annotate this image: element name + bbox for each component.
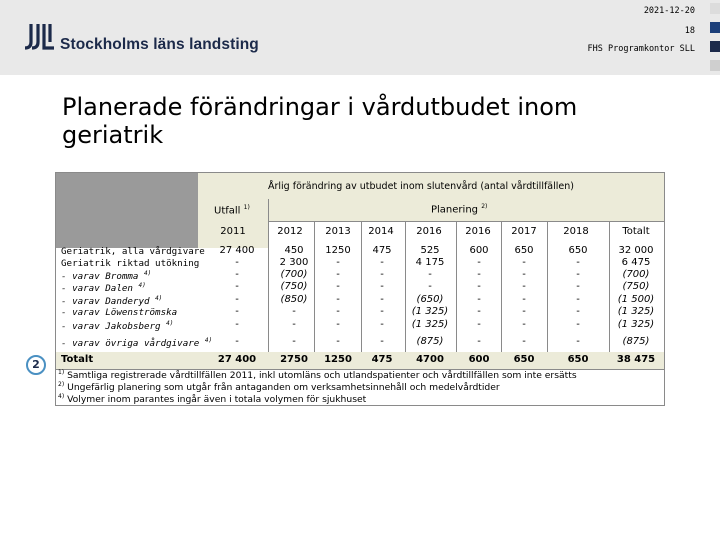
table-cell: -: [477, 294, 481, 305]
table-cell: -: [380, 269, 384, 280]
table-cell: -: [380, 336, 384, 347]
table-cell: -: [522, 306, 526, 317]
planering-label: Planering $^{2)}$: [431, 203, 488, 216]
year-2013: 2013: [325, 226, 351, 237]
year-2018: 2018: [563, 226, 589, 237]
table-cell: (750): [622, 281, 650, 292]
year-2017: 2017: [511, 226, 537, 237]
table-cell: -: [235, 306, 239, 317]
table-cell: (750): [280, 281, 308, 292]
table-cell: -: [576, 281, 580, 292]
table-cell: -: [522, 281, 526, 292]
col-divider: [609, 222, 610, 369]
table-cell: 1250: [325, 245, 351, 256]
table-cell: 600: [469, 245, 489, 256]
table-cell: -: [522, 269, 526, 280]
year-2014: 2014: [368, 226, 394, 237]
table-cell: -: [235, 336, 239, 347]
total-cell: 650: [567, 354, 589, 365]
table-cell: -: [380, 281, 384, 292]
table-cell: 27 400: [219, 245, 255, 256]
table-cell: -: [336, 257, 340, 268]
year-2016a: 2016: [416, 226, 442, 237]
table-cell: -: [522, 257, 526, 268]
row-label: Geriatrik riktad utökning: [61, 258, 200, 269]
table-cell: -: [235, 269, 239, 280]
total-label: Totalt: [61, 354, 94, 365]
table-cell: -: [576, 319, 580, 330]
table-cell: -: [576, 257, 580, 268]
table-caption: Årlig förändring av utbudet inom slutenvård (antal vårdtillfällen): [268, 181, 574, 192]
table-cell: -: [380, 294, 384, 305]
table-cell: -: [235, 294, 239, 305]
table-cell: -: [336, 336, 340, 347]
table-cell: -: [235, 281, 239, 292]
table-cell: -: [522, 336, 526, 347]
table-cell: -: [292, 336, 296, 347]
table-cell: -: [235, 319, 239, 330]
table-cell: -: [428, 269, 432, 280]
table-cell: 475: [372, 245, 392, 256]
row-label: - varav Löwenströmska: [61, 307, 178, 318]
row-label: - varav övriga vårdgivare $^{4)}$: [61, 337, 213, 350]
table-cell: (875): [622, 336, 650, 347]
table-cell: -: [380, 257, 384, 268]
table-cell: (700): [280, 269, 308, 280]
table-cell: -: [477, 319, 481, 330]
header-corner: [56, 173, 198, 248]
table-cell: -: [292, 319, 296, 330]
year-total: Totalt: [622, 226, 650, 237]
row-label: Geriatrik, alla vårdgivare: [61, 246, 205, 257]
table-cell: -: [576, 336, 580, 347]
total-cell: 27 400: [217, 354, 257, 365]
row-label: - varav Bromma $^{4)}$: [61, 270, 152, 283]
table-cell: -: [292, 306, 296, 317]
section-badge: 2: [26, 355, 46, 375]
table-cell: (650): [416, 294, 444, 305]
utfall-label: Utfall $^{1)}$: [214, 204, 250, 217]
total-cell: 1250: [324, 354, 352, 365]
year-2016b: 2016: [465, 226, 491, 237]
footnote-4: $^{4)}$ Volymer inom parantes ingår även i totala volymen för sjukhuset: [58, 393, 367, 406]
footnote-1: $^{1)}$ Samtliga registrerade vårdtillfällen 2011, inkl utomläns och utlandspatienter och vårdtillfällen som inte ersätts: [58, 369, 577, 382]
table-cell: 32 000: [618, 245, 654, 256]
table-cell: (850): [280, 294, 308, 305]
total-cell: 600: [468, 354, 490, 365]
table-cell: 450: [284, 245, 304, 256]
table-cell: -: [428, 281, 432, 292]
sll-logo-icon: [25, 24, 57, 52]
table-cell: -: [336, 269, 340, 280]
total-cell: 4700: [416, 354, 444, 365]
page-number: 18: [684, 26, 695, 36]
header-date: 2021-12-20: [643, 6, 695, 16]
table-cell: -: [336, 306, 340, 317]
table-cell: -: [477, 281, 481, 292]
year-2012: 2012: [277, 226, 303, 237]
table-cell: 2 300: [279, 257, 309, 268]
table-cell: -: [477, 336, 481, 347]
page-title: Planerade förändringar i vårdutbudet inom geriatrik: [62, 93, 578, 149]
table-cell: -: [576, 306, 580, 317]
table-cell: -: [522, 319, 526, 330]
total-cell: 475: [371, 354, 393, 365]
table-cell: -: [380, 306, 384, 317]
table-cell: (1 325): [617, 306, 655, 317]
table-cell: 525: [420, 245, 440, 256]
logo-text: Stockholms läns landsting: [60, 36, 259, 53]
table-cell: (875): [416, 336, 444, 347]
total-cell: 2750: [280, 354, 308, 365]
row-label: - varav Jakobsberg $^{4)}$: [61, 320, 174, 333]
col-divider: [268, 222, 269, 369]
year-2011: 2011: [220, 226, 246, 237]
table-cell: (1 500): [617, 294, 655, 305]
table-cell: -: [522, 294, 526, 305]
data-table: [55, 172, 665, 406]
footnote-2: $^{2)}$ Ungefärlig planering som utgår från antaganden om verksamhetsinnehåll och medelvårdtider: [58, 381, 500, 394]
table-cell: -: [477, 306, 481, 317]
total-cell: 650: [513, 354, 535, 365]
table-cell: -: [576, 294, 580, 305]
table-cell: (700): [622, 269, 650, 280]
table-cell: -: [576, 269, 580, 280]
table-cell: -: [380, 319, 384, 330]
table-cell: -: [477, 257, 481, 268]
table-cell: (1 325): [411, 306, 449, 317]
total-cell: 38 475: [616, 354, 656, 365]
table-cell: 650: [568, 245, 588, 256]
table-cell: (1 325): [411, 319, 449, 330]
header-org: FHS Programkontor SLL: [587, 44, 695, 54]
table-cell: -: [336, 319, 340, 330]
table-cell: -: [336, 294, 340, 305]
table-cell: -: [336, 281, 340, 292]
row-label: - varav Dalen $^{4)}$: [61, 282, 146, 295]
row-label: - varav Danderyd $^{4)}$: [61, 295, 163, 308]
table-cell: 6 475: [621, 257, 651, 268]
table-cell: -: [477, 269, 481, 280]
table-cell: -: [235, 257, 239, 268]
table-cell: 4 175: [415, 257, 445, 268]
table-cell: 650: [514, 245, 534, 256]
table-cell: (1 325): [617, 319, 655, 330]
